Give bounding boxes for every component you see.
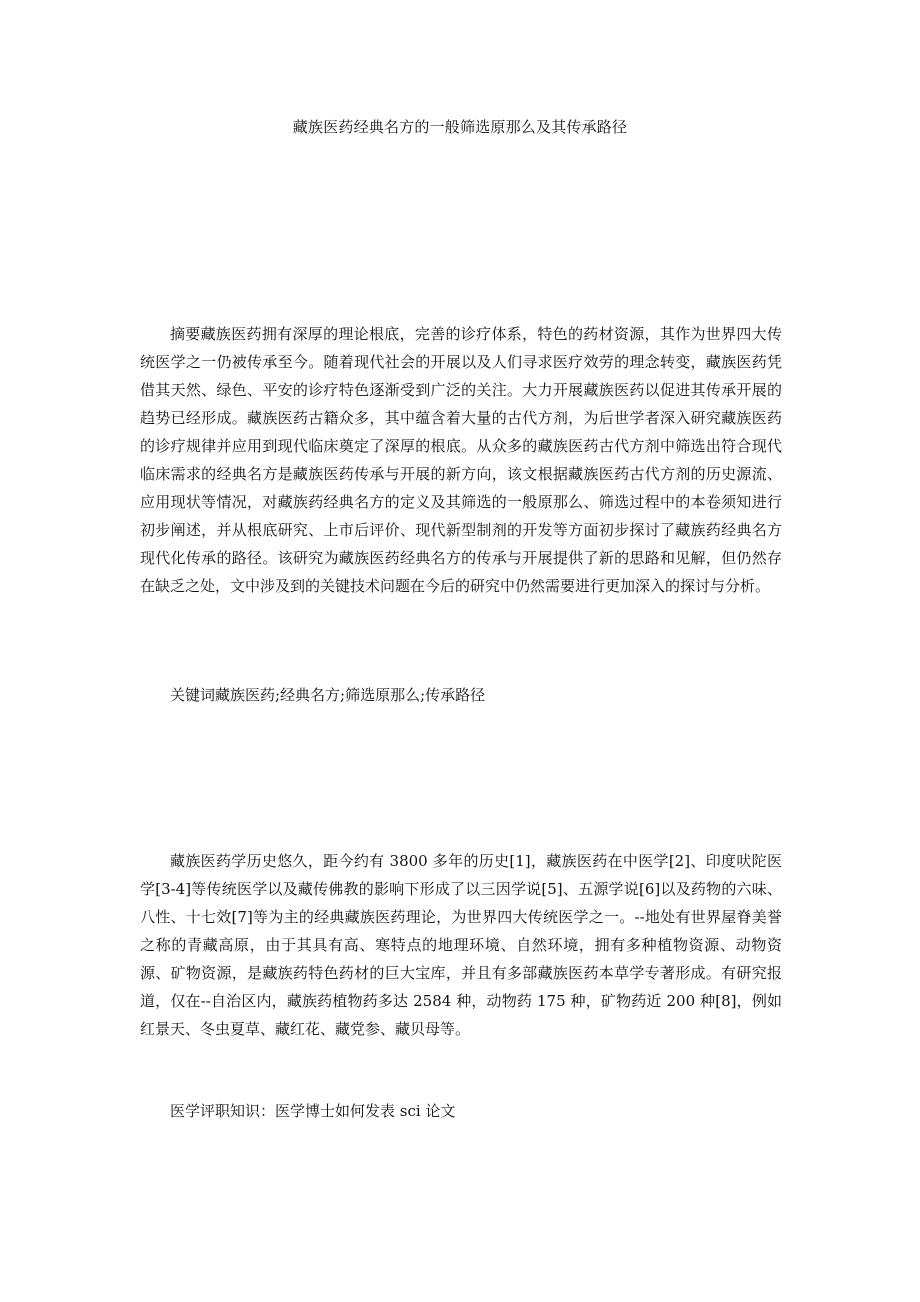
abstract-paragraph: 摘要藏族医药拥有深厚的理论根底，完善的诊疗体系，特色的药材资源，其作为世界四大传统医学之一仍被传承至今。随着现代社会的开展以及人们寻求医疗效劳的理念转变，藏族医药凭借其天然、绿色、平安的诊疗特色逐渐受到广泛的关注。大力开展藏族医药以促进其传承开展的趋势已经形成。藏族医药古籍众多，其中蕴含着大量的古代方剂，为后世学者深入研究藏族医药的诊疗规律并应用到现代临床奠定了深厚的根底。从众多的藏族医药古代方剂中筛选出符合现代临床需求的经典名方是藏族医药传承与开展的新方向，该文根据藏族医药古代方剂的历史源流、应用现状等情况，对藏族药经典名方的定义及其筛选的一般原那么、筛选过程中的本卷须知进行初步阐述，并从根底研究、上市后评价、现代新型制剂的开发等方面初步探讨了藏族药经典名方现代化传承的路径。该研究为藏族医药经典名方的传承与开展提供了新的思路和见解，但仍然存在缺乏之处，文中涉及到的关键技术问题在今后的研究中仍然需要进行更加深入的探讨与分析。 — [140, 325, 782, 595]
keywords-line: 关键词藏族医药;经典名方;筛选原那么;传承路径 — [170, 686, 486, 704]
footer-note: 医学评职知识：医学博士如何发表 sci 论文 — [170, 1102, 456, 1120]
body-paragraph: 藏族医药学历史悠久，距今约有 3800 多年的历史[1]，藏族医药在中医学[2]、印度吠陀医学[3-4]等传统医学以及藏传佛教的影响下形成了以三因学说[5]、五源学说[6]以及药物的六味、八性、十七效[7]等为主的经典藏族医药理论，为世界四大传统医学之一。--地处有世界屋脊美誉之称的青藏高原，由于其具有高、寒特点的地理环境、自然环境，拥有多种植物资源、动物资源、矿物资源，是藏族药特色药材的巨大宝库，并且有多部藏族医药本草学专著形成。有研究报道，仅在--自治区内，藏族药植物药多达 2584 种，动物药 175 种，矿物药近 200 种[8]，例如红景天、冬虫夏草、藏红花、藏党参、藏贝母等。 — [140, 852, 782, 1038]
document-title: 藏族医药经典名方的一般筛选原那么及其传承路径 — [292, 118, 628, 136]
